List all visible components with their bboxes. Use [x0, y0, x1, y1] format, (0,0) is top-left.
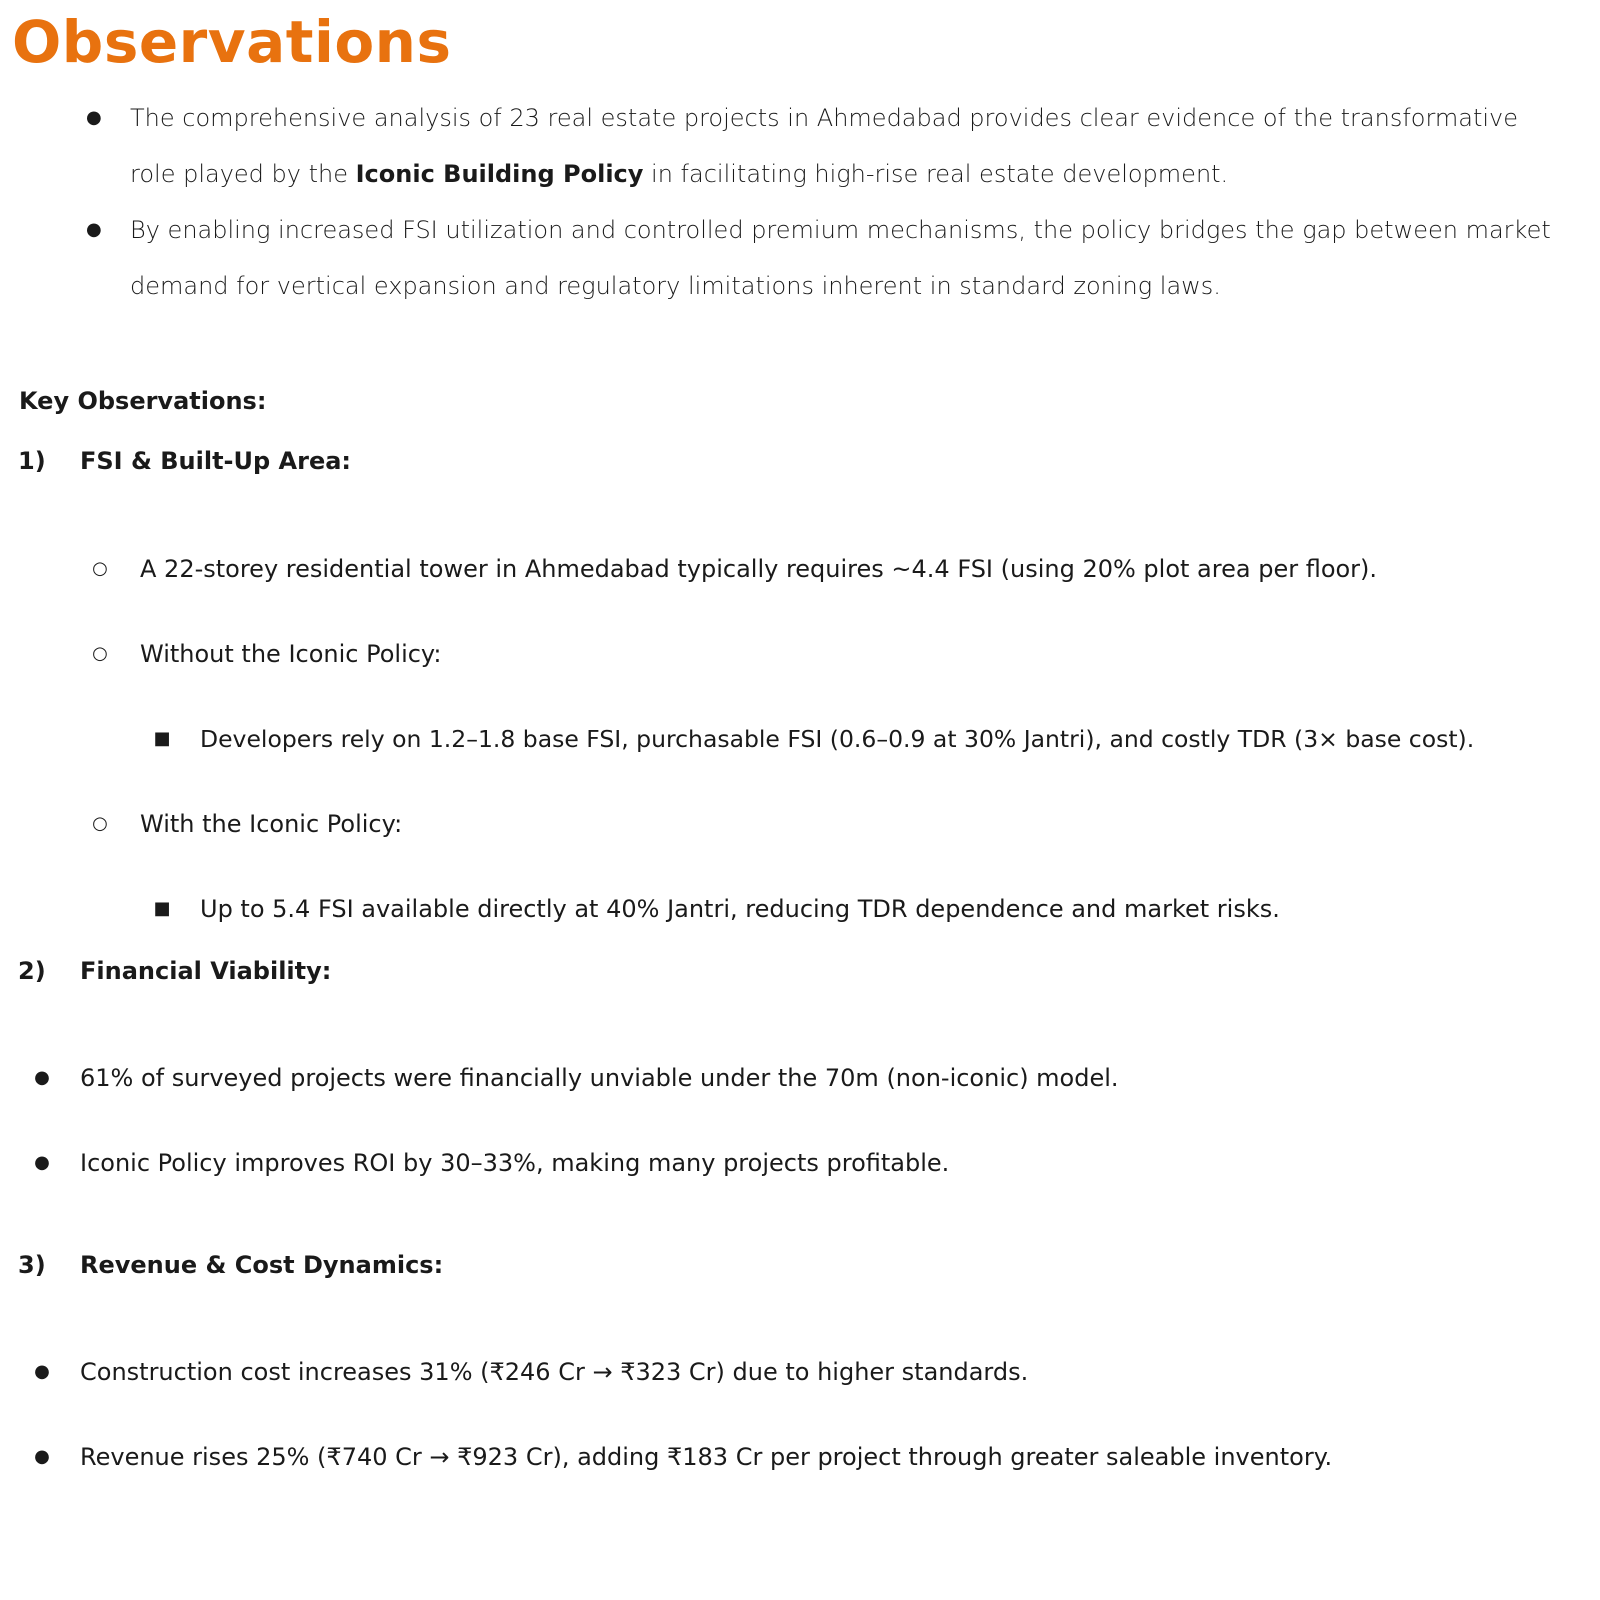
intro-2-text: By enabling increased FSI utilization and controlled premium mechanisms, the policy bridges the gap between market demand for vertical expansion and regulatory limitations inherent in standard zoning laws.	[130, 216, 1551, 300]
key-observations-heading: Key Observations:	[19, 387, 267, 415]
hollow-bullet-icon: ○	[92, 643, 108, 664]
square-bullet-icon: ■	[153, 898, 171, 919]
list-item: Without the Iconic Policy:	[140, 640, 442, 668]
list-item: Construction cost increases 31% (₹246 Cr → ₹323 Cr) due to higher standards.	[80, 1358, 1029, 1386]
intro-1-text-end: in facilitating high-rise real estate development.	[643, 160, 1229, 188]
section-title: Revenue & Cost Dynamics:	[80, 1251, 444, 1279]
bullet-icon: ●	[86, 107, 102, 128]
list-item: Iconic Policy improves ROI by 30–33%, making many projects profitable.	[80, 1149, 950, 1177]
section-number: 1)	[18, 447, 46, 475]
bullet-icon: ●	[34, 1067, 50, 1088]
bullet-icon: ●	[34, 1361, 50, 1382]
list-item: 61% of surveyed projects were financially unviable under the 70m (non-iconic) model.	[80, 1064, 1119, 1092]
bullet-icon: ●	[86, 219, 102, 240]
intro-paragraph-1	[130, 90, 1570, 202]
list-item: Up to 5.4 FSI available directly at 40% Jantri, reducing TDR dependence and market risks.	[200, 895, 1280, 923]
square-bullet-icon: ■	[153, 728, 171, 749]
page-title: Observations	[12, 8, 452, 76]
list-item: With the Iconic Policy:	[140, 810, 403, 838]
bullet-icon: ●	[34, 1152, 50, 1173]
section-title: Financial Viability:	[80, 957, 332, 985]
section-title: FSI & Built-Up Area:	[80, 447, 352, 475]
hollow-bullet-icon: ○	[92, 558, 108, 579]
intro-1-text-start: The comprehensive analysis of 23 real estate projects in Ahmedabad provides clear evidence of the transformative role played by the	[130, 104, 1519, 188]
hollow-bullet-icon: ○	[92, 813, 108, 834]
bullet-icon: ●	[34, 1446, 50, 1467]
intro-1-bold-term: Iconic Building Policy	[355, 160, 644, 188]
section-number: 3)	[18, 1251, 46, 1279]
intro-paragraph-2	[130, 202, 1570, 314]
list-item: A 22-storey residential tower in Ahmedabad typically requires ~4.4 FSI (using 20% plot area per floor).	[140, 555, 1378, 583]
section-number: 2)	[18, 957, 46, 985]
list-item: Revenue rises 25% (₹740 Cr → ₹923 Cr), adding ₹183 Cr per project through greater saleable inventory.	[80, 1443, 1333, 1471]
list-item: Developers rely on 1.2–1.8 base FSI, purchasable FSI (0.6–0.9 at 30% Jantri), and costly TDR (3× base cost).	[200, 725, 1475, 753]
